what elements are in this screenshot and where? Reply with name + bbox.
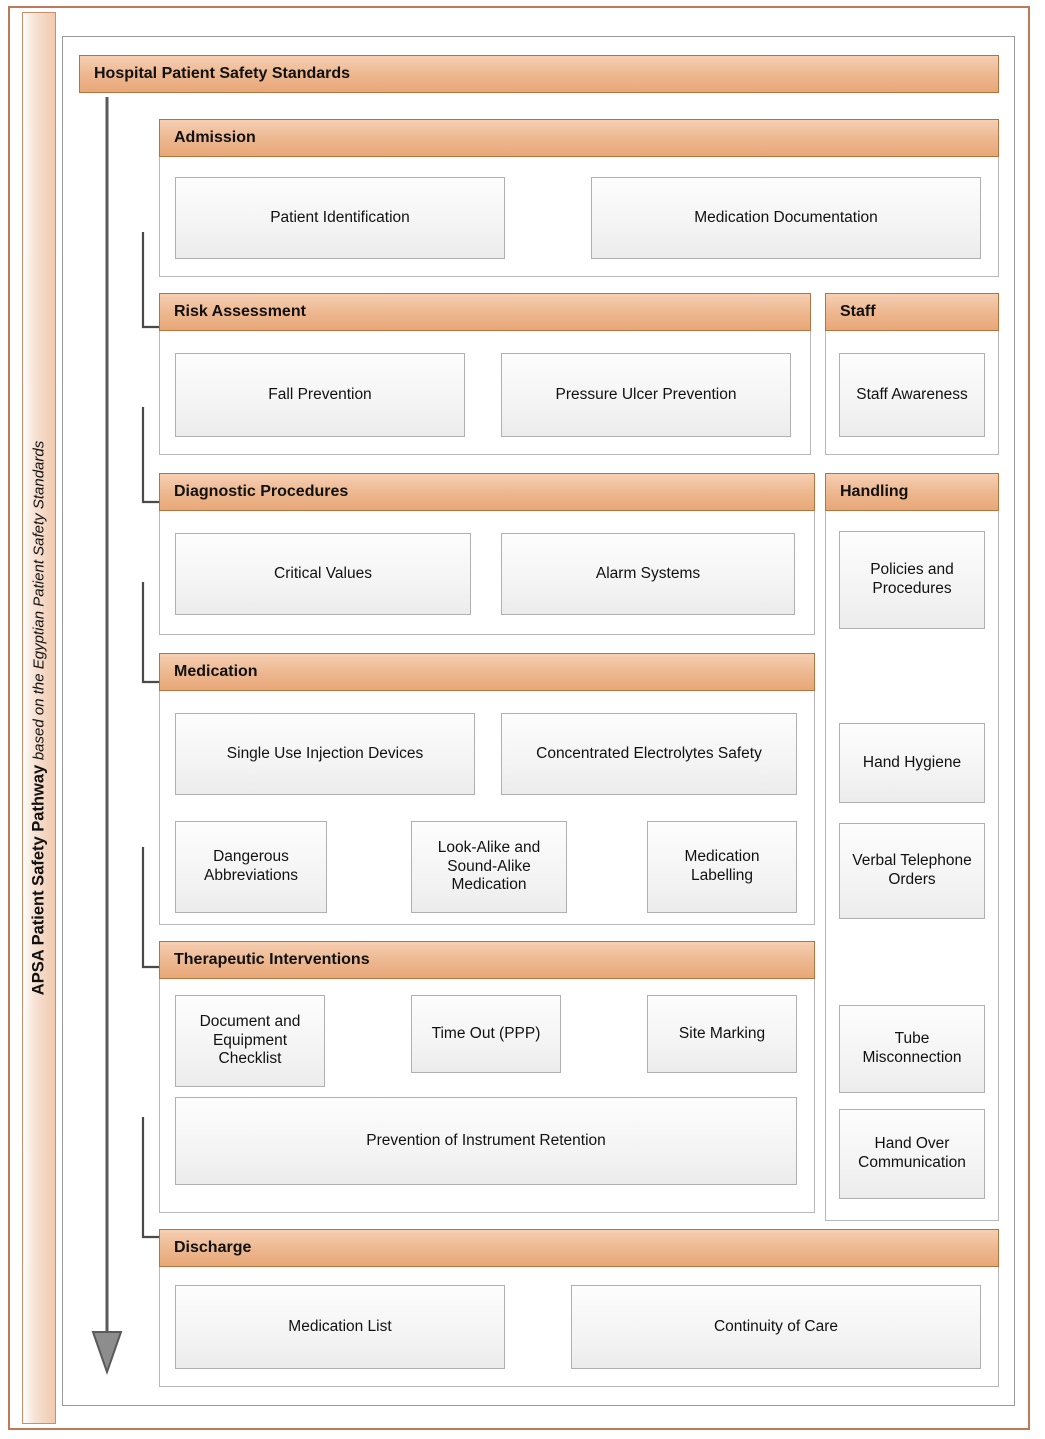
node-label: Alarm Systems — [595, 564, 701, 582]
node-label: Time Out (PPP) — [431, 1024, 541, 1042]
section-title-discharge: Discharge — [174, 1239, 252, 1256]
side-banner — [22, 12, 56, 1424]
node-label: Patient Identification — [270, 208, 410, 226]
node-time-out-ppp[interactable] — [411, 995, 561, 1073]
section-title-risk-assessment: Risk Assessment — [174, 303, 306, 320]
section-header-handling — [825, 473, 999, 511]
node-policies-and-procedures[interactable] — [839, 531, 985, 629]
section-header-therapeutic-interventions — [159, 941, 815, 979]
section-header-staff — [825, 293, 999, 331]
node-label: Dangerous Abbreviations — [204, 848, 298, 884]
node-hand-over-communication[interactable] — [839, 1109, 985, 1199]
node-critical-values[interactable] — [175, 533, 471, 615]
node-label: Policies and Procedures — [870, 561, 954, 597]
node-staff-awareness[interactable] — [839, 353, 985, 437]
node-single-use-injection-devices[interactable] — [175, 713, 475, 795]
section-header-risk-assessment — [159, 293, 811, 331]
section-title-medication: Medication — [174, 663, 258, 680]
node-label: Single Use Injection Devices — [226, 744, 424, 762]
node-pressure-ulcer-prevention[interactable] — [501, 353, 791, 437]
node-label: Document and Equipment Checklist — [199, 1012, 301, 1068]
node-medication-list[interactable] — [175, 1285, 505, 1369]
node-continuity-of-care[interactable] — [571, 1285, 981, 1369]
section-title-staff: Staff — [840, 303, 876, 320]
side-banner-text — [30, 441, 49, 995]
node-label: Fall Prevention — [268, 385, 372, 403]
node-medication-labelling[interactable] — [647, 821, 797, 913]
node-label: Hand Over Communication — [858, 1135, 966, 1171]
node-label: Concentrated Electrolytes Safety — [536, 744, 762, 762]
node-prevention-of-instrument-retention[interactable] — [175, 1097, 797, 1185]
node-dangerous-abbreviations[interactable] — [175, 821, 327, 913]
node-verbal-telephone-orders[interactable] — [839, 823, 985, 919]
node-label: Critical Values — [274, 564, 372, 582]
node-hand-hygiene[interactable] — [839, 723, 985, 803]
title-bar-label: Hospital Patient Safety Standards — [94, 65, 351, 82]
node-label: Hand Hygiene — [862, 753, 962, 771]
diagram-canvas — [62, 36, 1015, 1406]
node-look-alike-sound-alike-medication[interactable] — [411, 821, 567, 913]
node-alarm-systems[interactable] — [501, 533, 795, 615]
node-label: Medication Documentation — [694, 208, 878, 226]
node-label: Staff Awareness — [856, 385, 968, 403]
section-title-diagnostic-procedures: Diagnostic Procedures — [174, 483, 349, 500]
node-fall-prevention[interactable] — [175, 353, 465, 437]
section-title-therapeutic-interventions: Therapeutic Interventions — [174, 951, 370, 968]
node-label: Tube Misconnection — [862, 1030, 962, 1066]
node-label: Medication List — [288, 1317, 392, 1335]
side-banner-bold: APSA Patient Safety Pathway — [29, 764, 48, 996]
section-header-diagnostic-procedures — [159, 473, 815, 511]
side-banner-italic: based on the Egyptian Patient Safety Standards — [30, 440, 48, 761]
node-label: Verbal Telephone Orders — [852, 852, 972, 888]
node-label: Medication Labelling — [684, 848, 760, 884]
node-label: Site Marking — [678, 1024, 766, 1042]
section-header-admission — [159, 119, 999, 157]
node-tube-misconnection[interactable] — [839, 1005, 985, 1093]
node-concentrated-electrolytes-safety[interactable] — [501, 713, 797, 795]
node-label: Prevention of Instrument Retention — [366, 1131, 606, 1149]
node-label: Look-Alike and Sound-Alike Medication — [437, 838, 541, 894]
node-site-marking[interactable] — [647, 995, 797, 1073]
title-bar — [79, 55, 999, 93]
section-title-handling: Handling — [840, 483, 909, 500]
section-title-admission: Admission — [174, 129, 256, 146]
node-medication-documentation[interactable] — [591, 177, 981, 259]
node-label: Continuity of Care — [713, 1317, 839, 1335]
node-patient-identification[interactable] — [175, 177, 505, 259]
section-header-discharge — [159, 1229, 999, 1267]
node-label: Pressure Ulcer Prevention — [555, 385, 737, 403]
node-document-and-equipment-checklist[interactable] — [175, 995, 325, 1087]
section-header-medication — [159, 653, 815, 691]
